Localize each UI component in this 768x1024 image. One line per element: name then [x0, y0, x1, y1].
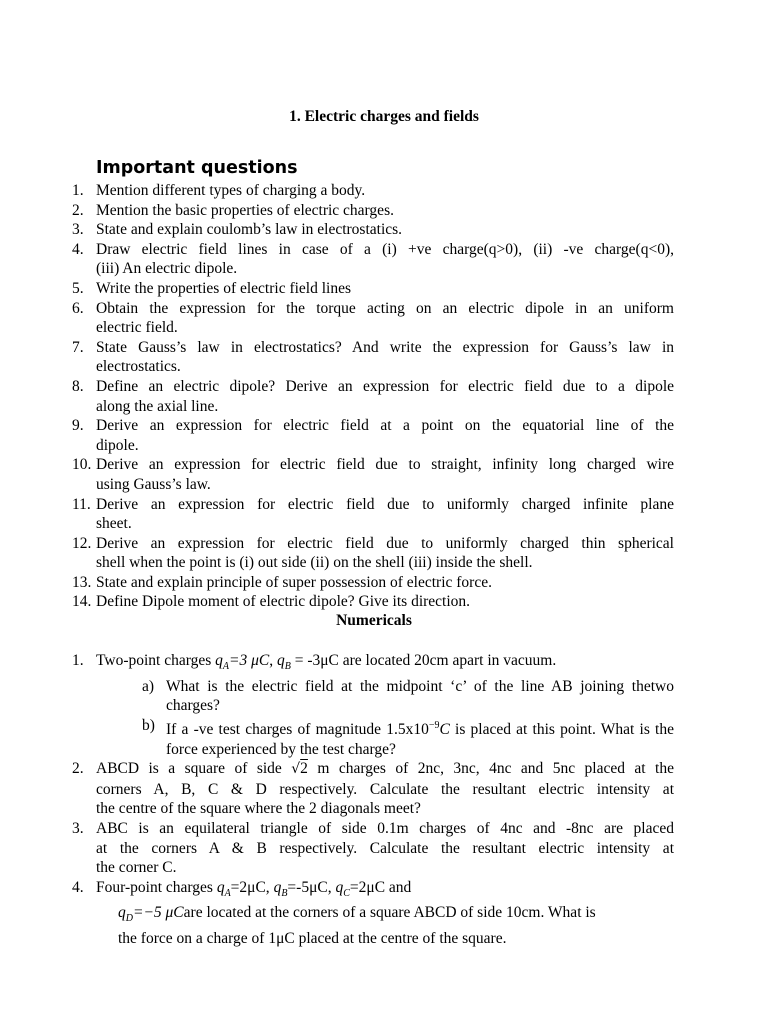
list-item: b) If a -ve test charges of magnitude $1.5x10^{-9}C$ is placed at this point. What is the force experienced by the test charge? [142, 716, 674, 758]
chapter-title: 1. Electric charges and fields [289, 108, 479, 125]
list-item: 11. Derive an expression for electric field due to uniformly charged infinite plane sheet. [72, 495, 674, 533]
numericals-list [72, 651, 674, 949]
list-item: 9. Derive an expression for electric field at a point on the equatorial line of the dipole. [72, 417, 674, 454]
numericals-heading: Numericals [336, 612, 412, 629]
list-item: 2. ABCD is a square of side √2 m charges of 2nc, 3nc, 4nc and 5nc placed at the corners A, B, C & D respectively. Calculate the resultant electric intensity at the centre of the square where the 2 diagonals meet? [72, 760, 674, 818]
list-item: 2. Mention the basic properties of electric charges. [72, 201, 394, 219]
list-item: 10. Derive an expression for electric field due to straight, infinity long charged wire using Gauss’s law. [72, 456, 674, 493]
list-item: 4. Four-point charges $q_A=2\mu C$, $q_B=-5\mu C$, $q_C=2\mu C$ and $q_D=-5$ μCare located at the corners of a square ABCD of side 10cm. What is the force on a charge of 1μC placed at the centre of the square. [72, 878, 596, 948]
list-item: 5. Write the properties of electric field lines [72, 279, 352, 297]
questions-list [72, 181, 674, 612]
list-item: 3. State and explain coulomb’s law in electrostatics. [72, 221, 403, 239]
list-item: a) What is the electric field at the midpoint ‘c’ of the line AB joining thetwo charges? [142, 677, 674, 715]
list-item: 4. Draw electric field lines in case of a (i) +ve charge(q>0), (ii) -ve charge(q<0), (iii) An electric dipole. [72, 240, 674, 278]
list-item: 14. Define Dipole moment of electric dipole? Give its direction. [72, 593, 471, 611]
list-item: 7. State Gauss’s law in electrostatics? And write the expression for Gauss’s law in electrostatics. [72, 338, 674, 376]
list-item: 6. Obtain the expression for the torque acting on an electric dipole in an uniform electric field. [72, 299, 674, 337]
list-item: 1. Mention different types of charging a body. [72, 182, 366, 199]
list-item: 13. State and explain principle of super possession of electric force. [72, 573, 492, 591]
list-item: 3. ABC is an equilateral triangle of side 0.1m charges of 4nc and -8nc are placed at the corners A & B respectively. Calculate the resultant electric intensity at the corner C. [72, 820, 674, 877]
important-questions-heading: Important questions [96, 158, 298, 178]
list-item: 8. Define an electric dipole? Derive an expression for electric field due to a dipole along the axial line. [72, 377, 674, 415]
list-item: 12. Derive an expression for electric field due to uniformly charged thin spherical shell when the point is (i) out side (ii) on the shell (iii) inside the shell. [72, 534, 674, 572]
list-item: 1. Two-point charges $q_A=3$ μC, $q_B = -3\mu C$ are located 20cm apart in vacuum. [72, 652, 557, 673]
